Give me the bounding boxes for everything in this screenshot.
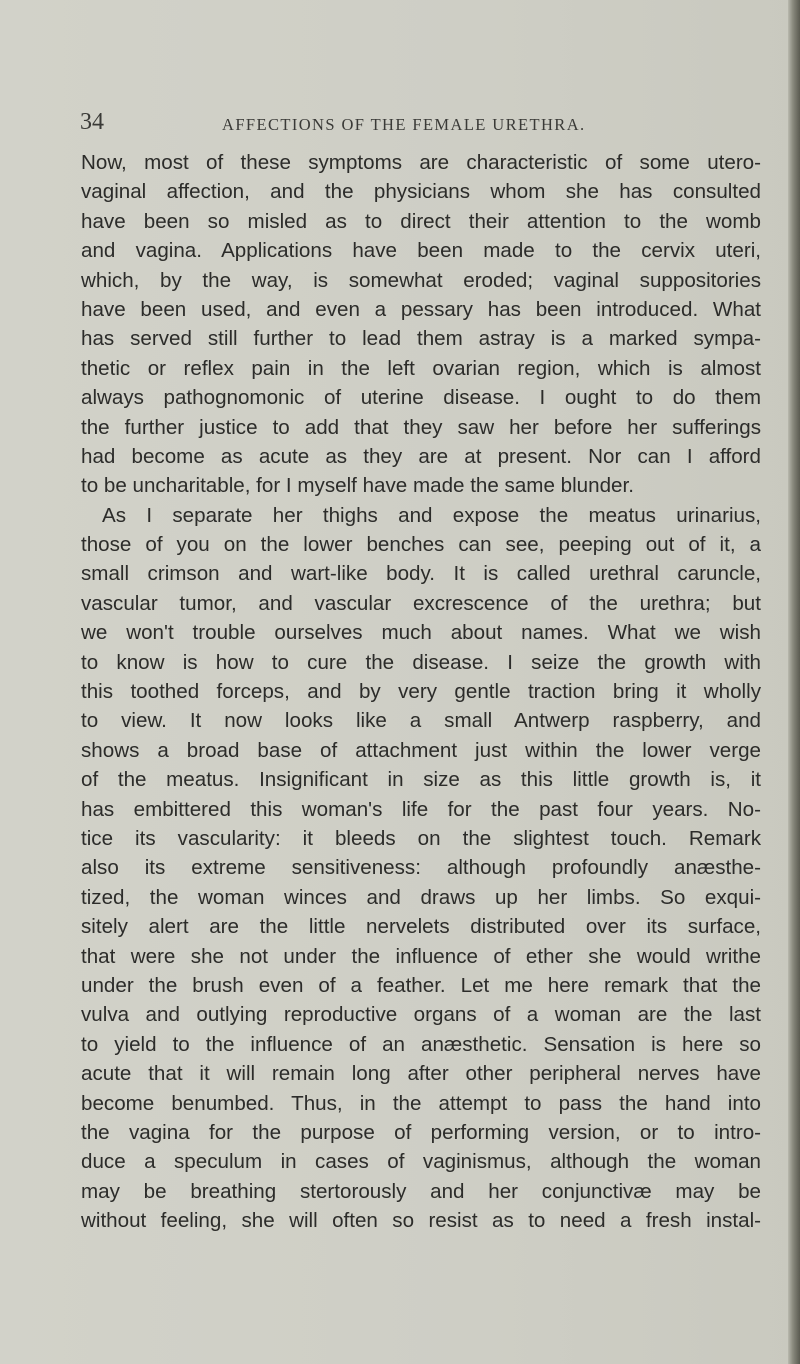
text-line: have been so misled as to direct their attention to the womb [81,209,761,233]
text-line: acute that it will remain long after other peripheral nerves have [81,1062,761,1086]
text-line: Now, most of these symptoms are characteristic of some utero- [81,151,761,174]
text-line: also its extreme sensitiveness: although profoundly anæsthe- [81,856,761,880]
text-line: to view. It now looks like a small Antwerp raspberry, and [81,709,761,733]
text-line: to yield to the influence of an anæsthetic. Sensation is here so [81,1032,761,1056]
text-line: that were she not under the influence of ether she would writhe [81,944,761,968]
text-line: to be uncharitable, for I myself have made the same blunder. [81,474,634,498]
text-line: shows a broad base of attachment just within the lower verge [81,738,761,762]
text-line: vaginal affection, and the physicians whom she has consulted [81,180,761,204]
text-line: to know is how to cure the disease. I seize the growth with [81,650,761,674]
text-line: tized, the woman winces and draws up her limbs. So exqui- [81,885,761,909]
text-line: small crimson and wart-like body. It is called urethral caruncle, [81,562,761,586]
text-line: become benumbed. Thus, in the attempt to pass the hand into [81,1091,761,1115]
text-line: may be breathing stertorously and her conjunctivæ may be [81,1179,761,1203]
text-line: under the brush even of a feather. Let me here remark that the [81,973,761,997]
running-head: AFFECTIONS OF THE FEMALE URETHRA. [222,115,586,134]
page-number: 34 [80,109,104,135]
text-line: sitely alert are the little nervelets distributed over its surface, [81,915,761,939]
text-line: we won't trouble ourselves much about names. What we wish [81,621,761,645]
text-line: which, by the way, is somewhat eroded; vaginal suppositories [81,268,761,292]
text-line: has embittered this woman's life for the past four years. No- [81,797,761,821]
text-line: vascular tumor, and vascular excrescence of the urethra; but [81,591,761,615]
text-line: the vagina for the purpose of performing version, or to intro- [81,1120,761,1144]
text-line: always pathognomonic of uterine disease. I ought to do them [81,386,761,410]
text-line: of the meatus. Insignificant in size as this little growth is, it [81,768,761,792]
text-line: those of you on the lower benches can see, peeping out of it, a [81,533,761,557]
text-line: duce a speculum in cases of vaginismus, although the woman [81,1150,761,1174]
page-header [80,109,740,137]
text-line: the further justice to add that they saw her before her sufferings [81,415,761,439]
page-edge [788,0,800,1364]
text-line: have been used, and even a pessary has been introduced. What [81,297,761,321]
paragraph-start-line: As I separate her thighs and expose the meatus urinarius, [102,503,761,527]
text-line: tice its vascularity: it bleeds on the slightest touch. Remark [81,826,761,850]
text-line: thetic or reflex pain in the left ovarian region, which is almost [81,356,761,380]
text-line: without feeling, she will often so resist as to need a fresh instal- [81,1209,761,1233]
text-line: vulva and outlying reproductive organs of a woman are the last [81,1003,761,1027]
text-line: had become as acute as they are at present. Nor can I afford [81,444,761,468]
body-text [81,148,761,1235]
text-line: this toothed forceps, and by very gentle traction bring it wholly [81,680,761,704]
text-line: and vagina. Applications have been made to the cervix uteri, [81,239,761,263]
text-line: has served still further to lead them astray is a marked sympa- [81,327,761,351]
